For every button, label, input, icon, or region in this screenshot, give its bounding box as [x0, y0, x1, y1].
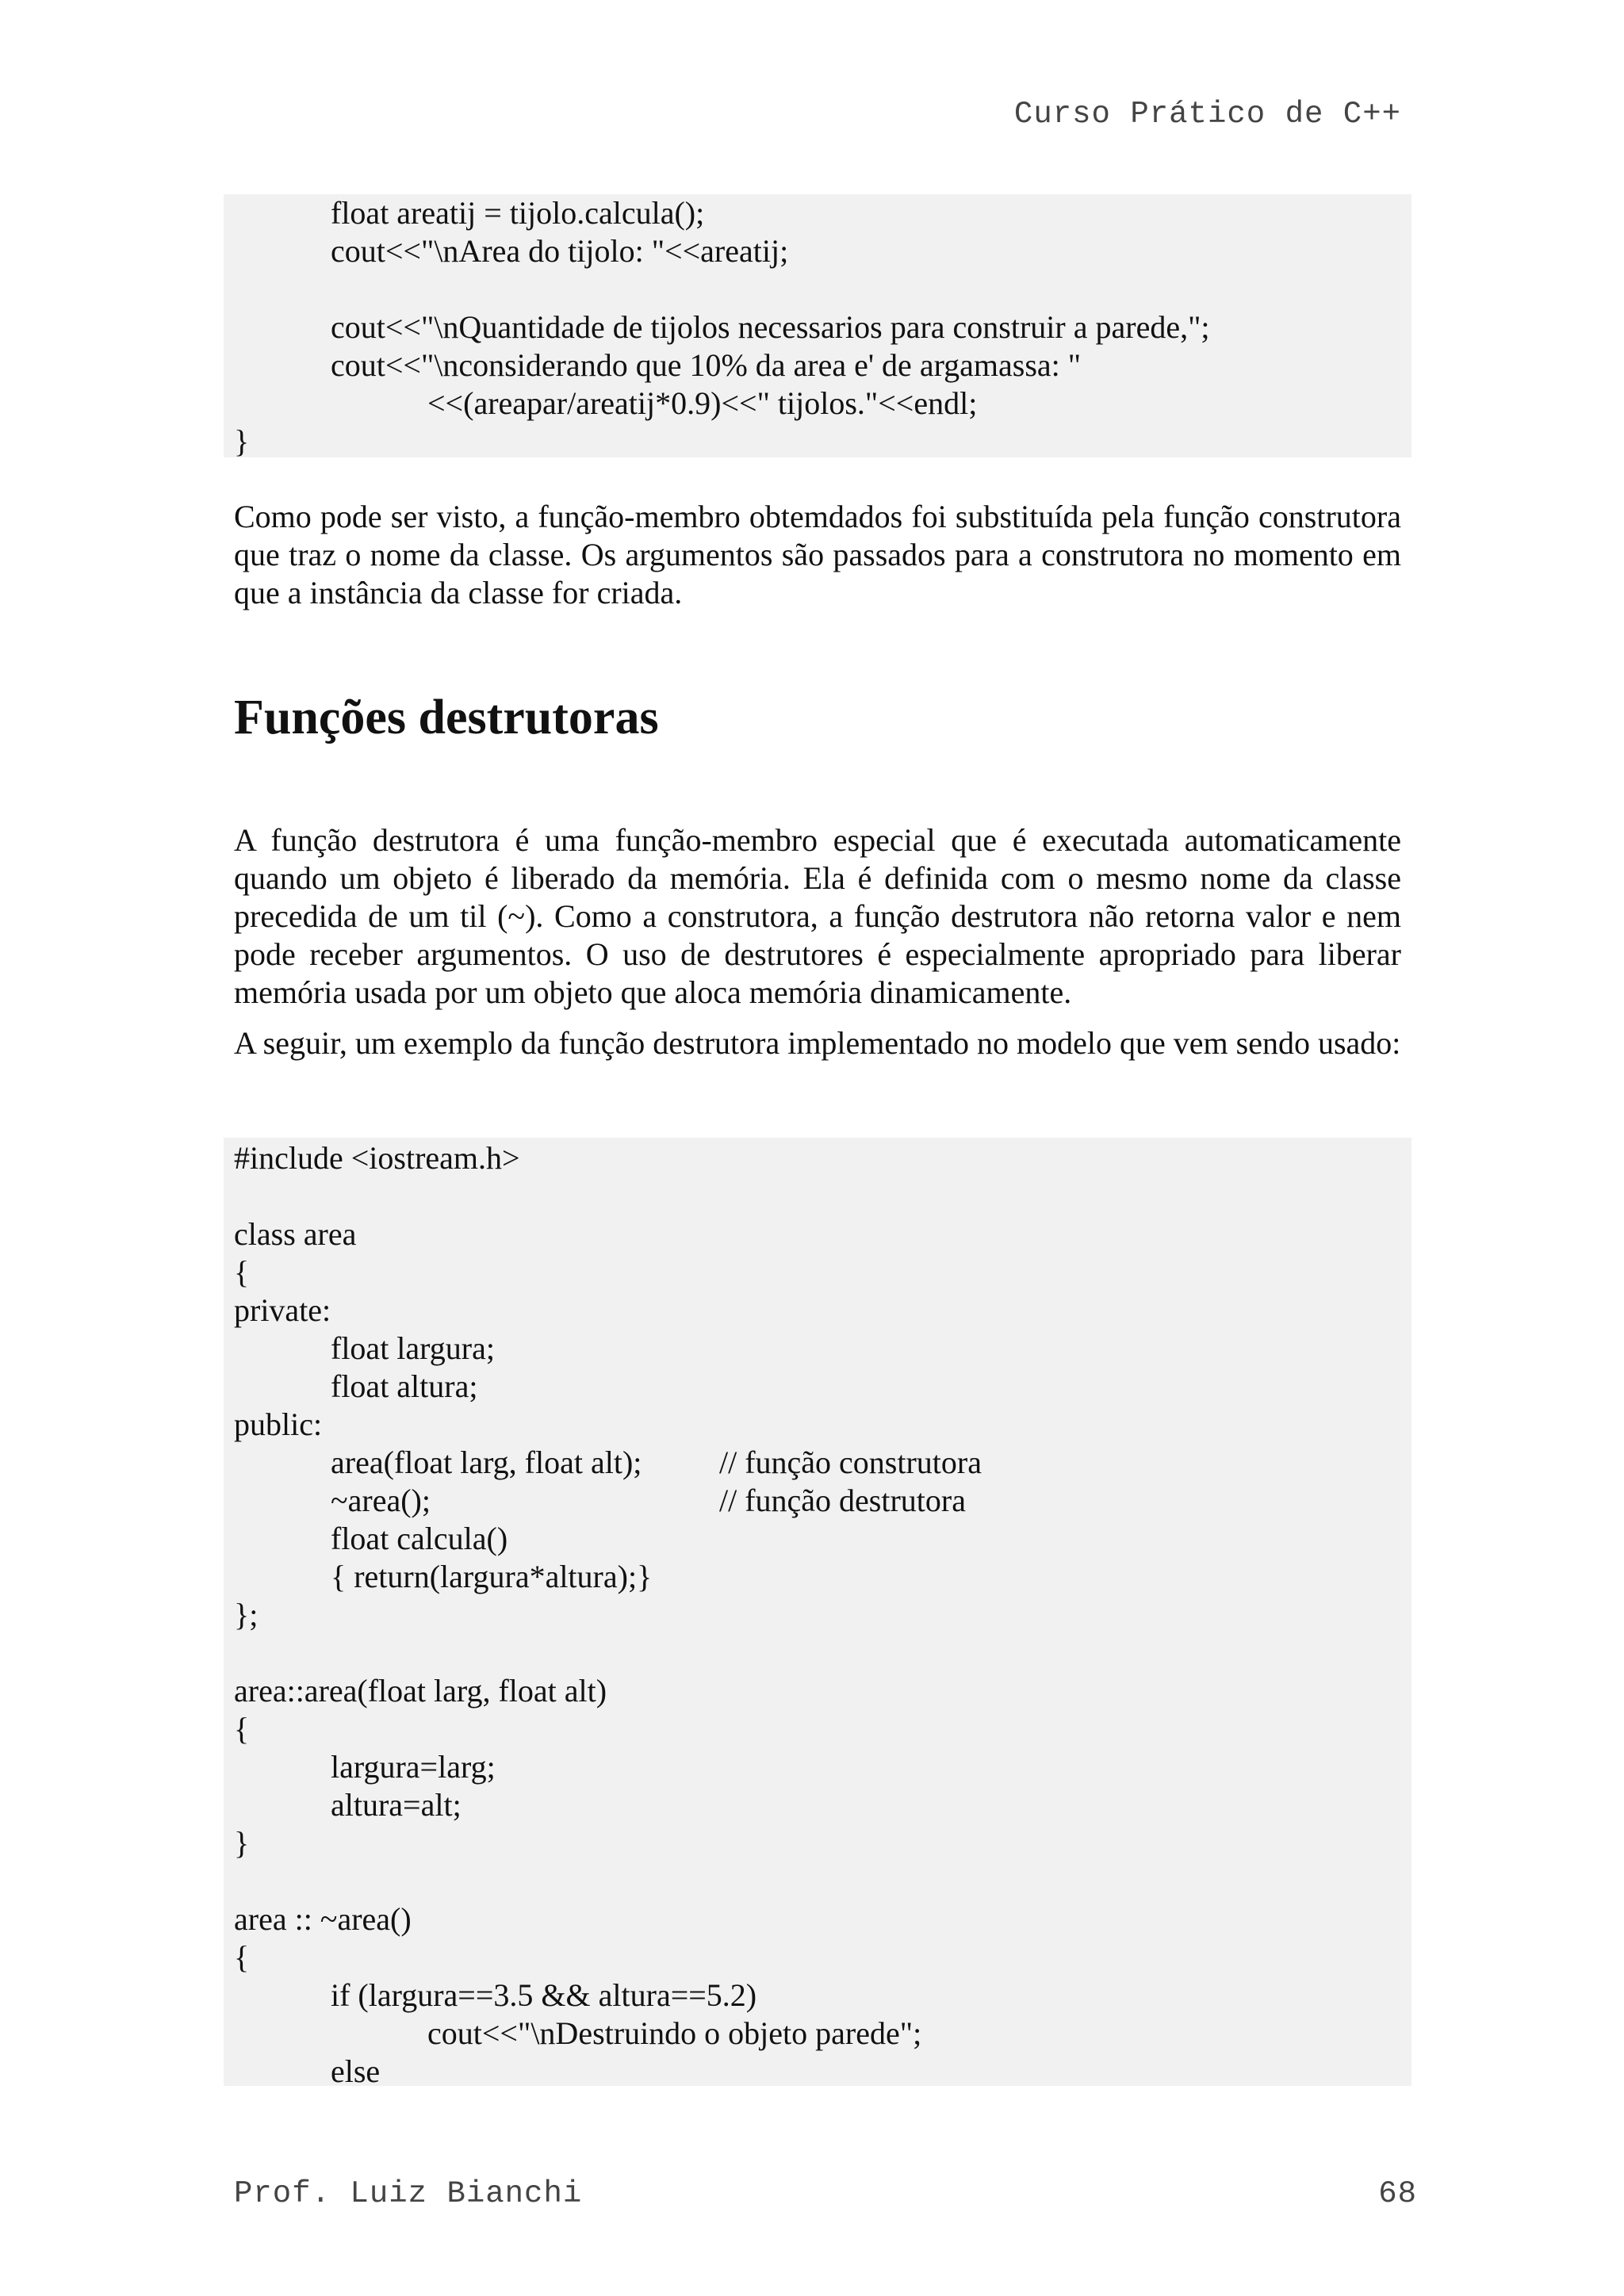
- code-line: [234, 1634, 1411, 1672]
- code-comment: // função destrutora: [719, 1483, 966, 1518]
- code-text: };: [234, 1597, 259, 1632]
- code-line: [234, 1368, 1411, 1406]
- code-text: }: [234, 1825, 250, 1861]
- code-line: [234, 2015, 1411, 2053]
- code-line: [234, 232, 1411, 270]
- code-line: [234, 1900, 1411, 1938]
- code-line: [234, 1558, 1411, 1596]
- code-line: [234, 1482, 1411, 1520]
- code-line: [234, 1748, 1411, 1786]
- code-text: private:: [234, 1292, 331, 1328]
- code-line: [234, 1938, 1411, 1976]
- code-line: [234, 194, 1411, 232]
- code-text: #include <iostream.h>: [234, 1140, 520, 1176]
- code-line: [234, 270, 1411, 308]
- code-line: [234, 1444, 1411, 1482]
- code-line: [234, 423, 1411, 461]
- footer-page-number: 68: [1378, 2176, 1417, 2211]
- code-text: cout<<"\nQuantidade de tijolos necessarios para construir a parede,";: [331, 309, 1210, 345]
- code-line: [234, 1139, 1411, 1177]
- footer-author: Prof. Luiz Bianchi: [234, 2176, 583, 2211]
- code-text: }: [234, 423, 250, 459]
- code-line: [234, 1177, 1411, 1215]
- code-line: [234, 2053, 1411, 2091]
- code-line: [234, 1215, 1411, 1253]
- code-text: { return(largura*altura);}: [331, 1559, 653, 1594]
- code-text: {: [234, 1254, 250, 1290]
- code-text: public:: [234, 1406, 323, 1442]
- code-line: [234, 1292, 1411, 1330]
- code-text: largura=larg;: [331, 1749, 496, 1785]
- code-text: float largura;: [331, 1330, 495, 1366]
- code-block-bottom: [224, 1138, 1411, 2089]
- code-line: [234, 385, 1411, 423]
- paragraph-destructor-definition: A função destrutora é uma função-membro especial que é executada automaticamente quando um objeto é liberado da memória. Ela é definida com o mesmo nome da classe precedida de um til (~). Como a construtora, a função destrutora não retorna valor e nem pode receber argumentos. O uso de destrutores é especialmente apropriado para liberar memória usada por um objeto que aloca memória dinamicamente.: [234, 822, 1401, 1010]
- code-line: [234, 1824, 1411, 1862]
- paragraph-example-intro: A seguir, um exemplo da função destrutora implementado no modelo que vem sendo usado:: [234, 1025, 1401, 1061]
- code-text: ~area();: [331, 1483, 431, 1518]
- page-header: Curso Prático de C++: [1013, 97, 1401, 132]
- code-line: [234, 1710, 1411, 1748]
- code-text: area(float larg, float alt);: [331, 1445, 642, 1480]
- code-text: cout<<"\nDestruindo o objeto parede";: [427, 2015, 922, 2051]
- code-text: {: [234, 1939, 250, 1975]
- section-title: Funções destrutoras: [234, 691, 659, 744]
- code-line: [234, 1672, 1411, 1710]
- code-text: area :: ~area(): [234, 1901, 412, 1937]
- code-text: area::area(float larg, float alt): [234, 1673, 607, 1709]
- code-line: [234, 1406, 1411, 1444]
- code-text: else: [331, 2053, 381, 2089]
- code-text: float areatij = tijolo.calcula();: [331, 195, 705, 231]
- code-text: {: [234, 1711, 250, 1747]
- code-text: altura=alt;: [331, 1787, 462, 1823]
- code-text: if (largura==3.5 && altura==5.2): [331, 1977, 757, 2013]
- code-line: [234, 1330, 1411, 1368]
- code-text: <<(areapar/areatij*0.9)<<" tijolos."<<endl;: [427, 385, 978, 421]
- code-line: [234, 1253, 1411, 1292]
- page-footer: [234, 2176, 1417, 2211]
- code-line: [234, 346, 1411, 385]
- code-line: [234, 1596, 1411, 1634]
- code-line: [234, 1786, 1411, 1824]
- code-line: [234, 1520, 1411, 1558]
- code-block-top: [224, 194, 1411, 457]
- code-text: class area: [234, 1216, 357, 1252]
- code-text: float altura;: [331, 1368, 478, 1404]
- code-text: cout<<"\nconsiderando que 10% da area e' de argamassa: ": [331, 347, 1082, 383]
- code-comment: // função construtora: [719, 1445, 982, 1480]
- code-line: [234, 1862, 1411, 1900]
- paragraph-constructor-explanation: Como pode ser visto, a função-membro obtemdados foi substituída pela função construtora que traz o nome da classe. Os argumentos são passados para a construtora no momento em que a instância da classe for criada.: [234, 499, 1401, 610]
- code-text: cout<<"\nArea do tijolo: "<<areatij;: [331, 233, 789, 269]
- code-line: [234, 308, 1411, 346]
- code-text: float calcula(): [331, 1521, 508, 1556]
- code-line: [234, 1976, 1411, 2015]
